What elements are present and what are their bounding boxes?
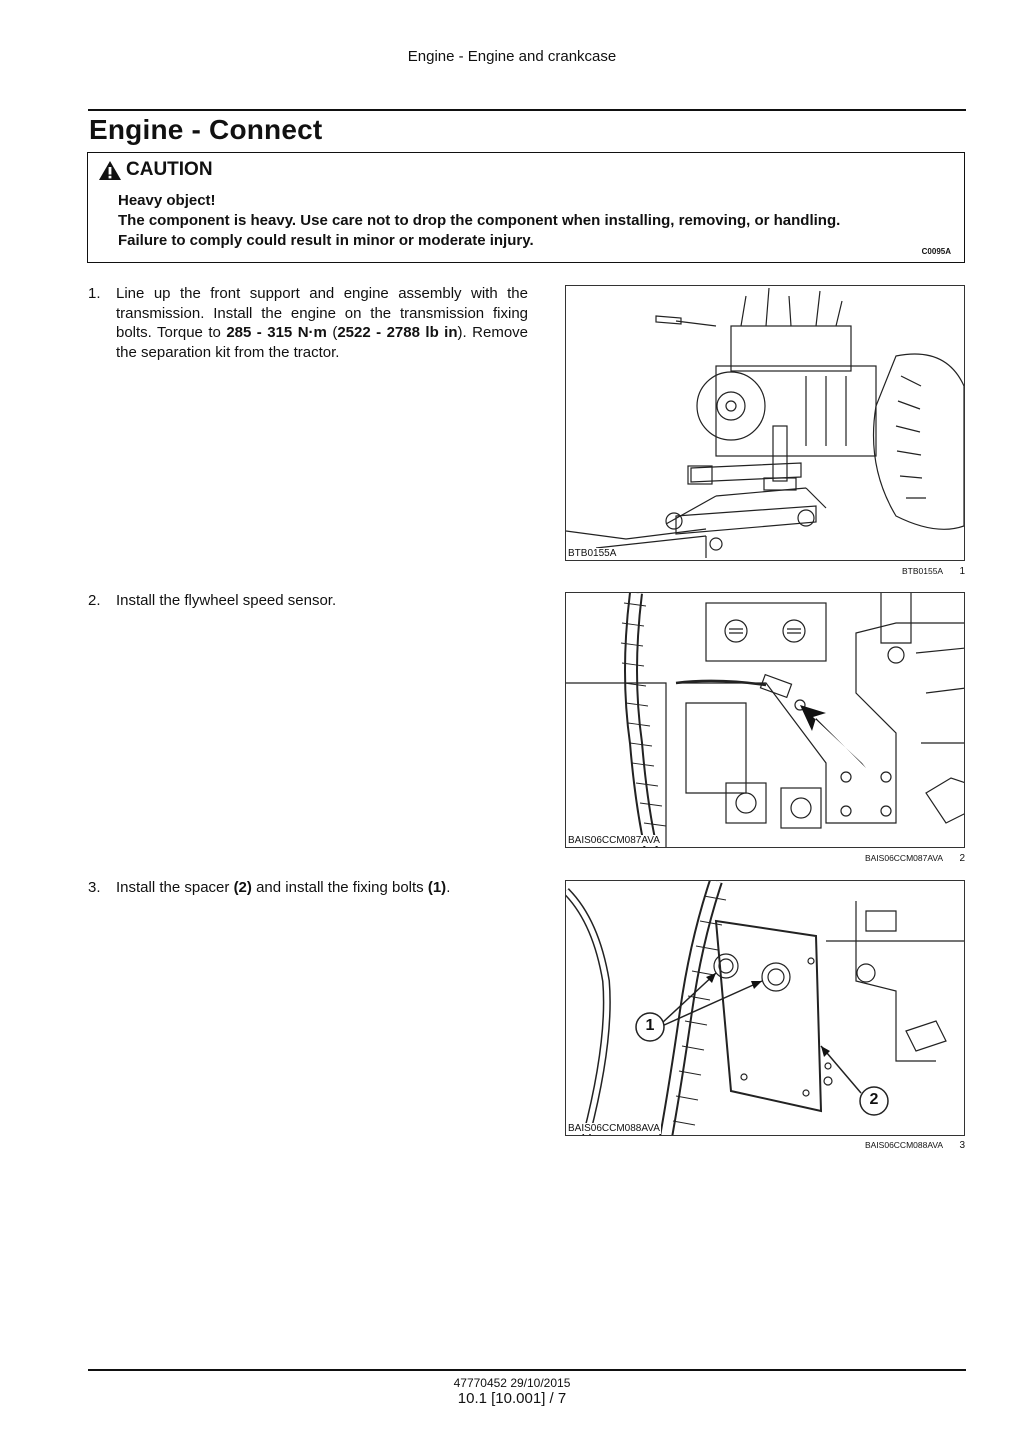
speed-sensor-drawing [566,593,965,848]
figure-image-label: BTB0155A [568,548,617,559]
bolts-ref: (1) [427,879,447,896]
step-3 [88,878,528,898]
figure-caption-code: BTB0155A [901,566,943,576]
step-2 [88,591,528,611]
page-title: Engine - Connect [89,114,323,145]
warning-triangle-icon [98,160,122,181]
caution-label: CAUTION [126,159,213,180]
step-text: Install the flywheel speed sensor. [116,592,337,609]
caution-line-3: Failure to comply could result in minor or moderate injury. [118,232,534,249]
step-number: 2. [88,592,101,609]
figure-image-label: BAIS06CCM087AVA [568,835,660,846]
torque-nm: 285 - 315 N·m [226,324,327,341]
figure-caption-code: BAIS06CCM088AVA [864,1140,943,1150]
engine-assembly-drawing [566,286,965,561]
figure-number: 2 [959,853,965,864]
step-text: Line up the front support and engine assembly with the transmission. Install the engine on the transmission fixing bolts. Torque to 285 - 315 N·m (2522 - 2788 lb in). Remove the separation kit from the tractor. [116,285,528,361]
figure-image-label: BAIS06CCM088AVA [568,1123,660,1134]
figure-1-engine-on-stand [565,285,965,561]
figure-number: 3 [959,1140,965,1151]
callout-1: 1 [645,1017,655,1034]
footer-divider [88,1369,966,1371]
caution-line-2: The component is heavy. Use care not to drop the component when installing, removing, or handling. [118,212,841,229]
caution-text [118,191,840,251]
step-number: 1. [88,285,101,302]
running-header: Engine - Engine and crankcase [407,48,617,65]
caution-line-1: Heavy object! [118,192,216,209]
caution-heading [98,159,213,181]
caution-code: C0095A [921,247,951,256]
figure-caption-code: BAIS06CCM087AVA [864,853,943,863]
caution-box [87,152,965,263]
figure-3-caption [565,1140,965,1151]
figure-1-caption [565,566,965,577]
step-number: 3. [88,879,101,896]
callout-2: 2 [869,1091,879,1108]
step-1 [88,284,528,362]
spacer-ref: (2) [233,879,252,896]
figure-2-caption [565,853,965,864]
footer-doc-ref: 47770452 29/10/2015 [453,1376,571,1390]
figure-number: 1 [959,566,965,577]
spacer-bolts-drawing [566,881,965,1136]
footer-page-ref: 10.1 [10.001] / 7 [457,1390,567,1407]
torque-lbin: 2522 - 2788 lb in [337,324,458,341]
header-divider [88,109,966,111]
figure-3-spacer-bolts [565,880,965,1136]
figure-2-speed-sensor [565,592,965,848]
step-text: Install the spacer (2) and install the fixing bolts (1). [116,879,451,896]
